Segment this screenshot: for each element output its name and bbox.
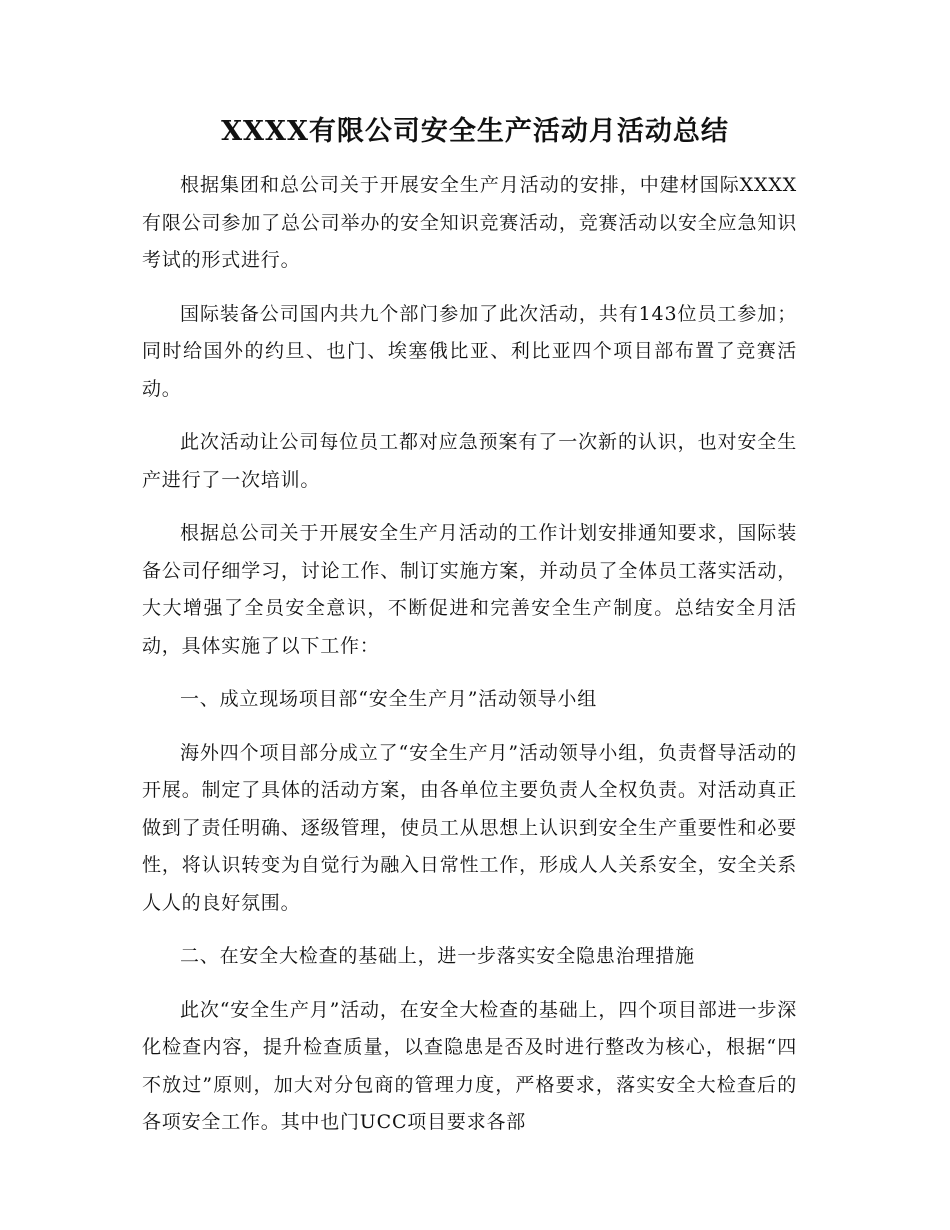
- paragraph-effect: 此次活动让公司每位员工都对应急预案有了一次新的认识，也对安全生产进行了一次培训。: [142, 431, 797, 491]
- paragraph-participation: 国际装备公司国内共九个部门参加了此次活动，共有143位员工参加；同时给国外的约旦、也门、埃塞俄比亚、利比亚四个项目部布置了竞赛活动。: [142, 302, 797, 400]
- paragraph-section-1: 海外四个项目部分成立了“安全生产月”活动领导小组，负责督导活动的开展。制定了具体的活动方案，由各单位主要负责人全权负责。对活动真正做到了责任明确、逐级管理，使员工从思想上认识到安全生产重要性和必要性，将认识转变为自觉行为融入日常性工作，形成人人关系安全，安全关系人人的良好氛围。: [142, 741, 797, 914]
- section-heading-1: 一、成立现场项目部“安全生产月”活动领导小组: [180, 688, 598, 710]
- document-body: [142, 167, 797, 1158]
- paragraph-summary: 根据总公司关于开展安全生产月活动的工作计划安排通知要求，国际装备公司仔细学习，讨论工作、制订实施方案，并动员了全体员工落实活动，大大增强了全员安全意识，不断促进和完善安全生产制度。总结安全月活动，具体实施了以下工作：: [142, 522, 797, 657]
- section-heading-2: 二、在安全大检查的基础上，进一步落实安全隐患治理措施: [180, 945, 695, 967]
- paragraph-section-2: 此次“安全生产月”活动，在安全大检查的基础上，四个项目部进一步深化检查内容，提升检查质量，以查隐患是否及时进行整改为核心，根据“四不放过”原则，加大对分包商的管理力度，严格要求，落实安全大检查后的各项安全工作。其中也门UCC项目要求各部: [142, 998, 797, 1133]
- paragraph-intro: 根据集团和总公司关于开展安全生产月活动的安排，中建材国际XXXX有限公司参加了总公司举办的安全知识竞赛活动，竞赛活动以安全应急知识考试的形式进行。: [142, 174, 797, 271]
- document-title: XXXX有限公司安全生产活动月活动总结: [221, 116, 729, 147]
